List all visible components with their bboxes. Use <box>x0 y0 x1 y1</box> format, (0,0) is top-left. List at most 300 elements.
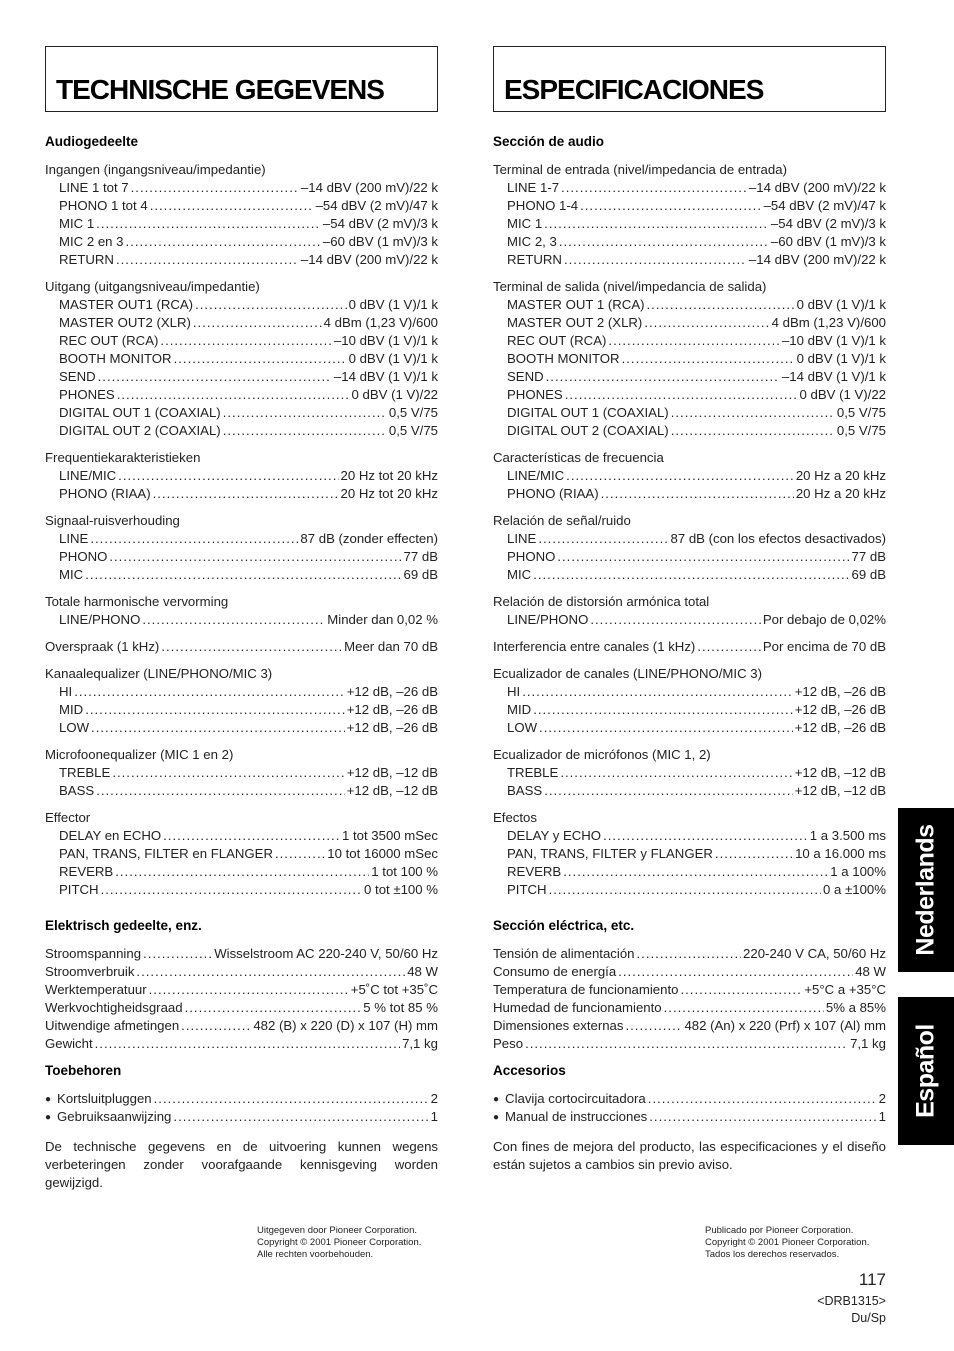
spec-value: –60 dBV (1 mV)/3 k <box>770 234 886 249</box>
spec-value: +12 dB, –26 dB <box>346 702 438 717</box>
dot-leader <box>163 827 340 845</box>
dot-leader <box>160 332 332 350</box>
spec-value: 0 dBV (1 V)/1 k <box>796 297 886 312</box>
spec-value: 0 dBV (1 V)/1 k <box>348 297 438 312</box>
spec-row <box>45 701 438 719</box>
spec-label: LOW <box>507 720 538 735</box>
spec-group <box>45 809 438 899</box>
spec-label: MASTER OUT 2 (XLR) <box>507 315 643 330</box>
spec-value: +12 dB, –26 dB <box>794 684 886 699</box>
dot-leader <box>603 827 808 845</box>
spec-label: DELAY en ECHO <box>59 828 162 843</box>
spec-group-heading: Kanaalequalizer (LINE/PHONO/MIC 3) <box>45 666 273 681</box>
spec-value: 77 dB <box>851 549 886 564</box>
spec-row <box>45 881 438 899</box>
spec-row <box>45 485 438 503</box>
dot-leader <box>625 1017 682 1035</box>
spec-group <box>45 512 438 584</box>
spec-row <box>493 638 886 656</box>
spec-value: –54 dBV (2 mV)/47 k <box>763 198 886 213</box>
spec-group <box>45 638 438 656</box>
spec-group <box>493 512 886 584</box>
spec-label: Humedad de funcionamiento <box>493 1000 662 1015</box>
spec-label: MIC <box>507 567 532 582</box>
spec-label: MIC 1 <box>507 216 543 231</box>
spec-group <box>493 638 886 656</box>
spec-row <box>45 683 438 701</box>
spec-value: –14 dBV (200 mV)/22 k <box>300 252 438 267</box>
spec-label: TREBLE <box>59 765 111 780</box>
spec-label: BOOTH MONITOR <box>59 351 172 366</box>
spec-row <box>45 1017 438 1035</box>
dot-leader <box>150 197 314 215</box>
dot-leader <box>161 638 342 656</box>
spec-value: 48 W <box>407 964 438 979</box>
spec-row <box>493 1035 886 1053</box>
spec-row <box>45 386 438 404</box>
spec-label: MASTER OUT1 (RCA) <box>59 297 194 312</box>
spec-label: BASS <box>59 783 95 798</box>
spec-value: +12 dB, –12 dB <box>346 783 438 798</box>
publisher-line: Uitgegeven door Pioneer Corporation. <box>257 1225 418 1236</box>
spec-row <box>45 215 438 233</box>
spec-value: +12 dB, –26 dB <box>346 720 438 735</box>
spec-label: LINE/MIC <box>59 468 117 483</box>
spec-label: Dimensiones externas <box>493 1018 624 1033</box>
spec-value: 482 (B) x 220 (D) x 107 (H) mm <box>253 1018 438 1033</box>
spec-value: Por debajo de 0,02% <box>762 612 886 627</box>
spec-row <box>45 566 438 584</box>
spec-value: 48 W <box>855 964 886 979</box>
dot-leader <box>601 485 794 503</box>
spec-row <box>493 179 886 197</box>
spec-row <box>493 314 886 332</box>
dot-leader <box>109 548 401 566</box>
spec-value: +12 dB, –12 dB <box>794 783 886 798</box>
spec-value: 1 tot 3500 mSec <box>341 828 438 843</box>
spec-value: –14 dBV (200 mV)/22 k <box>300 180 438 195</box>
dot-leader <box>549 881 821 899</box>
dot-leader <box>181 1017 251 1035</box>
spec-group <box>493 449 886 503</box>
spec-row <box>493 945 886 963</box>
spec-label: Consumo de energía <box>493 964 617 979</box>
dot-leader <box>715 845 793 863</box>
spec-row <box>493 485 886 503</box>
section-title-electric: Sección eléctrica, etc. <box>493 918 635 933</box>
spec-row <box>493 386 886 404</box>
spec-row <box>45 179 438 197</box>
spec-row <box>493 368 886 386</box>
list-item <box>45 1108 438 1126</box>
spec-label: BASS <box>507 783 543 798</box>
spec-label: PHONO <box>59 549 108 564</box>
spec-label: MASTER OUT 1 (RCA) <box>507 297 645 312</box>
title-box <box>493 46 886 112</box>
spec-row <box>493 1017 886 1035</box>
spec-label: LINE/PHONO <box>59 612 141 627</box>
spec-value: 7,1 kg <box>850 1036 886 1051</box>
spec-value: 0 dBV (1 V)/22 <box>799 387 886 402</box>
dot-leader <box>275 845 325 863</box>
spec-label: HI <box>59 684 73 699</box>
section-title-audio: Audiogedeelte <box>45 134 139 149</box>
spec-value: 0 dBV (1 V)/22 <box>351 387 438 402</box>
spec-value: 0,5 V/75 <box>388 405 438 420</box>
spec-label: PAN, TRANS, FILTER y FLANGER <box>507 846 713 861</box>
dot-leader <box>544 215 769 233</box>
spec-value: 0 a ±100% <box>823 882 886 897</box>
spec-group-heading: Effector <box>45 810 91 825</box>
spec-row <box>493 215 886 233</box>
rights-line: Alle rechten voorbehouden. <box>257 1249 374 1260</box>
dot-leader <box>560 764 792 782</box>
dot-leader <box>622 350 795 368</box>
spec-value: +5°C a +35°C <box>804 982 886 997</box>
spec-value: 5 % tot 85 % <box>363 1000 438 1015</box>
dot-leader <box>637 945 742 963</box>
dot-leader <box>174 350 347 368</box>
dot-leader <box>223 404 387 422</box>
spec-label: Uitwendige afmetingen <box>45 1018 180 1033</box>
disclaimer-note: Con fines de mejora del producto, las especificaciones y el diseño están sujetos a cambios sin previo aviso. <box>493 1139 886 1172</box>
spec-group-heading: Características de frecuencia <box>493 450 664 465</box>
page-title: ESPECIFICACIONES <box>504 74 764 105</box>
dot-leader <box>608 332 780 350</box>
spec-value: 69 dB <box>851 567 886 582</box>
spec-label: MIC 2 en 3 <box>59 234 124 249</box>
spec-row <box>45 233 438 251</box>
spec-value: Minder dan 0,02 % <box>327 612 438 627</box>
rights-line: Tados los derechos reservados. <box>705 1249 840 1260</box>
spec-row <box>493 350 886 368</box>
spec-group-heading: Relación de distorsión armónica total <box>493 594 710 609</box>
dot-leader <box>115 863 369 881</box>
language-tab-spanish[interactable] <box>898 997 954 1145</box>
dot-leader <box>546 368 780 386</box>
dot-leader <box>671 422 835 440</box>
spec-value: 77 dB <box>403 549 438 564</box>
spec-row <box>45 467 438 485</box>
spec-row <box>45 296 438 314</box>
dot-leader <box>223 422 387 440</box>
spec-group <box>493 809 886 899</box>
dot-leader <box>195 296 347 314</box>
spec-row <box>493 548 886 566</box>
spec-row <box>493 845 886 863</box>
spec-label: PHONO 1-4 <box>507 198 579 213</box>
spec-label: PHONO 1 tot 4 <box>59 198 148 213</box>
spec-label: REVERB <box>59 864 114 879</box>
spec-group-heading: Relación de señal/ruido <box>493 513 631 528</box>
spec-value: +12 dB, –12 dB <box>346 765 438 780</box>
spec-row <box>493 881 886 899</box>
spec-label: DIGITAL OUT 2 (COAXIAL) <box>507 423 669 438</box>
spec-value: –14 dBV (200 mV)/22 k <box>748 180 886 195</box>
dot-leader <box>525 1035 848 1053</box>
publisher-notice <box>257 1225 421 1261</box>
spec-group-heading: Ingangen (ingangsniveau/impedantie) <box>45 162 266 177</box>
dot-leader <box>533 566 849 584</box>
spec-label: Interferencia entre canales (1 kHz) <box>493 639 696 654</box>
dot-leader <box>142 611 325 629</box>
spec-group <box>493 161 886 269</box>
section-title-accessories: Accesorios <box>493 1063 566 1078</box>
dot-leader <box>90 530 298 548</box>
spec-label: LINE <box>507 531 537 546</box>
spec-row <box>45 548 438 566</box>
spec-label: MID <box>507 702 532 717</box>
spec-row <box>45 611 438 629</box>
list-item <box>493 1090 886 1108</box>
dot-leader <box>143 945 212 963</box>
spec-value: 0 tot ±100 % <box>364 882 438 897</box>
spec-label: PHONES <box>59 387 115 402</box>
spec-value: +12 dB, –12 dB <box>794 765 886 780</box>
spec-group <box>493 665 886 737</box>
dot-leader <box>671 404 835 422</box>
spec-label: PITCH <box>507 882 547 897</box>
spec-row <box>45 827 438 845</box>
spec-value: 2 <box>430 1091 438 1106</box>
spec-label: MIC 1 <box>59 216 95 231</box>
spec-label: LOW <box>59 720 90 735</box>
spec-row <box>493 963 886 981</box>
spec-row <box>493 296 886 314</box>
spec-label: Peso <box>493 1036 524 1051</box>
dot-leader <box>580 197 761 215</box>
spec-value: 1 <box>430 1109 438 1124</box>
spec-value: –10 dBV (1 V)/1 k <box>781 333 886 348</box>
spec-row <box>493 701 886 719</box>
dot-leader <box>649 1108 876 1126</box>
dot-leader <box>153 485 339 503</box>
dot-leader <box>664 999 824 1017</box>
spec-group-heading: Efectos <box>493 810 537 825</box>
spec-value: –54 dBV (2 mV)/3 k <box>770 216 886 231</box>
dot-leader <box>136 963 405 981</box>
title-box <box>45 46 438 112</box>
spec-row <box>493 764 886 782</box>
spec-value: –14 dBV (1 V)/1 k <box>333 369 438 384</box>
dot-leader <box>563 863 828 881</box>
spec-label: Temperatura de funcionamiento <box>493 982 679 997</box>
list-item <box>493 1108 886 1126</box>
dot-leader <box>680 981 802 999</box>
dot-leader <box>185 999 362 1017</box>
spec-row <box>45 251 438 269</box>
spec-label: DELAY y ECHO <box>507 828 602 843</box>
dot-leader <box>112 764 344 782</box>
dot-leader <box>96 215 321 233</box>
spec-row <box>45 963 438 981</box>
spec-label: Overspraak (1 kHz) <box>45 639 160 654</box>
dot-leader <box>116 251 299 269</box>
language-tab-label: Español <box>911 1024 940 1118</box>
section-title-accessories: Toebehoren <box>45 1063 122 1078</box>
spec-row <box>493 422 886 440</box>
spec-group <box>45 665 438 737</box>
spec-row <box>45 863 438 881</box>
column-dutch <box>45 46 438 1192</box>
spec-row <box>493 782 886 800</box>
language-tab-label: Nederlands <box>911 824 940 956</box>
spec-label: Stroomverbruik <box>45 964 135 979</box>
audio-spec-list <box>493 161 886 899</box>
spec-value: 220-240 V CA, 50/60 Hz <box>743 946 886 961</box>
spec-label: MIC 2, 3 <box>507 234 557 249</box>
spec-value: 1 tot 100 % <box>371 864 438 879</box>
copyright-line: Copyright © 2001 Pioneer Corporation. <box>257 1237 422 1248</box>
spec-label: SEND <box>59 369 96 384</box>
spec-label: PHONO (RIAA) <box>59 486 151 501</box>
spec-value: 4 dBm (1,23 V)/600 <box>323 315 438 330</box>
spec-value: –60 dBV (1 mV)/3 k <box>322 234 438 249</box>
section-title-audio: Sección de audio <box>493 134 605 149</box>
spec-group-heading: Frequentiekarakteristieken <box>45 450 201 465</box>
dot-leader <box>118 467 338 485</box>
spec-group <box>45 746 438 800</box>
spec-group <box>493 593 886 629</box>
copyright-line: Copyright © 2001 Pioneer Corporation. <box>705 1237 870 1248</box>
dot-leader <box>533 701 793 719</box>
page-title: TECHNISCHE GEGEVENS <box>56 74 384 105</box>
dot-leader <box>618 963 853 981</box>
spec-row <box>45 981 438 999</box>
dot-leader <box>74 683 345 701</box>
spec-row <box>45 314 438 332</box>
spec-value: –10 dBV (1 V)/1 k <box>333 333 438 348</box>
section-title-electric: Elektrisch gedeelte, enz. <box>45 918 202 933</box>
spec-value: 0,5 V/75 <box>388 423 438 438</box>
spec-row <box>45 999 438 1017</box>
accessories-list <box>493 1090 886 1126</box>
dot-leader <box>193 314 322 332</box>
spec-label: Tensión de alimentación <box>493 946 635 961</box>
spec-value: 0,5 V/75 <box>836 423 886 438</box>
spec-label: HI <box>507 684 521 699</box>
spec-label: PHONO (RIAA) <box>507 486 599 501</box>
dot-leader <box>697 638 761 656</box>
spec-label: ● Gebruiksaanwijzing <box>45 1108 171 1128</box>
spec-label: MID <box>59 702 84 717</box>
column-spanish <box>493 46 886 1174</box>
language-tab-dutch[interactable] <box>898 808 954 972</box>
dot-leader <box>131 179 299 197</box>
spec-value: 20 Hz tot 20 kHz <box>340 468 438 483</box>
doc-language: Du/Sp <box>851 1311 886 1325</box>
dot-leader <box>154 1090 429 1108</box>
spec-label: LINE/MIC <box>507 468 565 483</box>
spec-row <box>45 404 438 422</box>
spec-value: 69 dB <box>403 567 438 582</box>
spec-value: –14 dBV (1 V)/1 k <box>781 369 886 384</box>
dot-leader <box>85 701 345 719</box>
dot-leader <box>173 1108 428 1126</box>
spec-row <box>45 719 438 737</box>
spec-row <box>45 422 438 440</box>
spec-value: 1 a 100% <box>830 864 886 879</box>
spec-value: +12 dB, –26 dB <box>346 684 438 699</box>
spec-label: Gewicht <box>45 1036 93 1051</box>
spec-label: RETURN <box>59 252 114 267</box>
spec-group <box>493 746 886 800</box>
spec-row <box>45 764 438 782</box>
publisher-notice <box>705 1225 869 1261</box>
document-code <box>760 1293 886 1327</box>
spec-label: SEND <box>507 369 544 384</box>
spec-label: PHONO <box>507 549 556 564</box>
spec-label: REC OUT (RCA) <box>59 333 159 348</box>
spec-row <box>493 530 886 548</box>
spec-label: LINE <box>59 531 89 546</box>
spec-value: +5˚C tot +35˚C <box>350 982 438 997</box>
spec-label: DIGITAL OUT 1 (COAXIAL) <box>59 405 221 420</box>
electric-spec-list <box>493 945 886 1053</box>
spec-row <box>45 350 438 368</box>
spec-group-heading: Terminal de salida (nivel/impedancia de salida) <box>493 279 767 294</box>
dot-leader <box>561 179 747 197</box>
spec-group-heading: Ecualizador de micrófonos (MIC 1, 2) <box>493 747 711 762</box>
spec-value: 482 (An) x 220 (Prf) x 107 (Al) mm <box>684 1018 886 1033</box>
spec-row <box>493 332 886 350</box>
spec-row <box>493 981 886 999</box>
spec-value: 0 dBV (1 V)/1 k <box>796 351 886 366</box>
spec-value: 87 dB (zonder effecten) <box>300 531 438 546</box>
list-item <box>45 1090 438 1108</box>
spec-group-heading: Microfoonequalizer (MIC 1 en 2) <box>45 747 234 762</box>
spec-value: 2 <box>878 1091 886 1106</box>
dot-leader <box>98 368 332 386</box>
dot-leader <box>95 1035 400 1053</box>
spec-row <box>45 782 438 800</box>
dot-leader <box>85 566 401 584</box>
spec-value: Meer dan 70 dB <box>344 639 438 654</box>
spec-row <box>493 719 886 737</box>
spec-label: ● Kortsluitpluggen <box>45 1090 152 1110</box>
spec-group <box>45 593 438 629</box>
spec-label: REVERB <box>507 864 562 879</box>
spec-row <box>45 945 438 963</box>
spec-label: Werkvochtigheidsgraad <box>45 1000 183 1015</box>
spec-group-heading: Uitgang (uitgangsniveau/impedantie) <box>45 279 260 294</box>
dot-leader <box>91 719 345 737</box>
spec-group <box>45 278 438 440</box>
dot-leader <box>565 386 798 404</box>
spec-row <box>493 863 886 881</box>
spec-value: 4 dBm (1,23 V)/600 <box>771 315 886 330</box>
spec-group <box>493 278 886 440</box>
spec-label: MIC <box>59 567 84 582</box>
dot-leader <box>564 251 747 269</box>
spec-row <box>45 845 438 863</box>
spec-label: DIGITAL OUT 1 (COAXIAL) <box>507 405 669 420</box>
spec-label: Stroomspanning <box>45 946 142 961</box>
spec-label: ● Clavija cortocircuitadora <box>493 1090 646 1110</box>
spec-label: LINE 1 tot 7 <box>59 180 129 195</box>
page-number: 117 <box>858 1270 886 1289</box>
spec-group-heading: Ecualizador de canales (LINE/PHONO/MIC 3) <box>493 666 762 681</box>
spec-row <box>493 683 886 701</box>
spec-row <box>493 404 886 422</box>
spec-value: 20 Hz a 20 kHz <box>795 486 886 501</box>
spec-value: 0,5 V/75 <box>836 405 886 420</box>
spec-label: PAN, TRANS, FILTER en FLANGER <box>59 846 273 861</box>
dot-leader <box>647 296 795 314</box>
spec-row <box>493 467 886 485</box>
dot-leader <box>648 1090 877 1108</box>
spec-row <box>493 827 886 845</box>
